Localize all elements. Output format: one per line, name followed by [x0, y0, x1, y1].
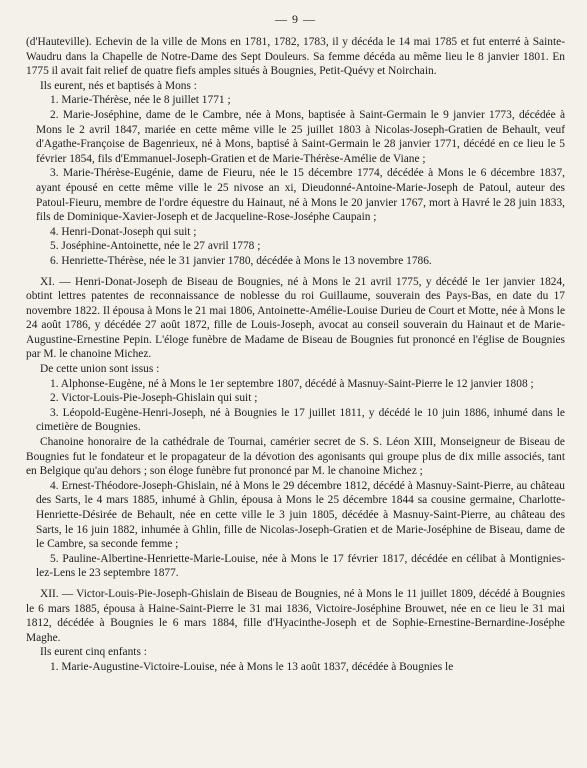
list-item: 2. Victor-Louis-Pie-Joseph-Ghislain qui suit ;	[50, 392, 258, 405]
children-intro: De cette union sont issus :	[40, 363, 160, 376]
list-item: 5. Joséphine-Antoinette, née le 27 avril 1778 ;	[50, 240, 261, 253]
list-item: 1. Marie-Augustine-Victoire-Louise, née à Mons le 13 août 1837, décédée à Bougnies le	[50, 660, 454, 673]
generation-xii-paragraph: XII. — Victor-Louis-Pie-Joseph-Ghislain de Biseau de Bougnies, né à Mons le 11 juillet 1809, décédé à Bougnies le 6 mars 1885, épousa à Haine-Saint-Pierre le 31 mai 1836, Victoire-Joséphine Brouwet, née en ce lieu le 31 mai 1812, décédée à Bougnies le 6 mars 1884, fille d'Hyacinthe-Joseph et de Sophie-Ernestine-Bernardine-Joséphe Maghe.	[26, 587, 565, 644]
children-intro: Ils eurent cinq enfants :	[40, 646, 147, 659]
list-item: 6. Henriette-Thérèse, née le 31 janvier 1780, décédée à Mons le 13 novembre 1786.	[50, 254, 432, 267]
generation-xi-paragraph: XI. — Henri-Donat-Joseph de Biseau de Bougnies, né à Mons le 21 avril 1775, y décédé le 1er janvier 1824, obtint lettres patentes de reconnaissance de noblesse du roi Guillaume, souverain des Pays-Bas, en date du 17 novembre 1822. Il épousa à Mons le 21 mai 1806, Antoinette-Amélie-Louise Durieu de Court et Motte, née à Mons le 24 août 1786, y décédée 27 août 1872, fille de Louis-Joseph, avocat au conseil souverain du Hainaut et de Marie-Augustine-Ernestine Pepin. L'éloge funèbre de Madame de Biseau de Bougnies fut prononcé en l'église de Bougnies par M. le chanoine Michez.	[26, 275, 565, 361]
list-item: 4. Ernest-Théodore-Joseph-Ghislain, né à Mons le 29 décembre 1812, décédé à Masnuy-Saint-Pierre, au château des Sarts, le 4 mars 1885, inhumé à Ghlin, épousa à Mons le 25 décembre 1844 sa cousine germaine, Charlotte-Henriette-Désirée de Behault, née en cette ville le 3 juin 1805, décédée à Masnuy-Saint-Pierre, au château des Sarts, le 16 juin 1882, inhumée à Ghlin, fille de Nicolas-Joseph-Gratien et de Marie-Joséphine de Biseau, dame de le Cambre, sa seconde femme ;	[36, 479, 565, 551]
children-intro: Ils eurent, nés et baptisés à Mons :	[40, 79, 197, 92]
list-item: 5. Pauline-Albertine-Henriette-Marie-Louise, née à Mons le 17 février 1817, décédée en célibat à Montignies-lez-Lens le 23 septembre 1877.	[36, 552, 565, 580]
list-item: 3. Marie-Thérèse-Eugénie, dame de Fieuru, née le 15 décembre 1774, décédée à Mons le 6 décembre 1837, ayant épousé en cette même ville le 25 nivose an xi, Dieudonné-Antoine-Marie-Joseph de Patoul, auteur des Patoul-Fieuru, membre de l'ordre équestre du Hainaut, né à Mons le 20 janvier 1767, mort à Havré le 28 juin 1833, fils de Dominique-Xavier-Joseph et de Jacqueline-Rose-Joséphe Caupain ;	[36, 167, 565, 224]
list-item: 4. Henri-Donat-Joseph qui suit ;	[50, 225, 197, 238]
list-item: 1. Marie-Thérèse, née le 8 juillet 1771 ;	[50, 94, 231, 107]
list-item: 3. Léopold-Eugène-Henri-Joseph, né à Bougnies le 17 juillet 1811, y décédé le 10 juin 1886, inhumé dans le cimetière de Bougnies.	[36, 406, 565, 434]
list-item: 1. Alphonse-Eugène, né à Mons le 1er septembre 1807, décédé à Masnuy-Saint-Pierre le 12 janvier 1808 ;	[50, 377, 534, 390]
list-item: 2. Marie-Joséphine, dame de le Cambre, née à Mons, baptisée à Saint-Germain le 9 janvier 1773, décédée à Mons le 2 avril 1847, mariée en cette même ville le 25 juillet 1803 à Nicolas-Joseph-Gratien de Behault, veuf d'Agathe-Françoise de Bagenrieux, né à Mons, baptisé à Saint-Germain le 28 janvier 1771, décédé en ce lieu le 5 février 1854, fils d'Emmanuel-Joseph-Gratien et de Marie-Thérèse-Amélie de Viane ;	[36, 108, 565, 165]
paragraph-hauteville: (d'Hauteville). Echevin de la ville de Mons en 1781, 1782, 1783, il y décéda le 14 mai 1785 et fut enterré à Sainte-Waudru dans la Chapelle de Notre-Dame des Sept Douleurs. Sa femme décéda au même lieu le 8 janvier 1801. En 1775 il avait fait relief de quatre fiefs amples situés à Bougnies, Petit-Quévy et Noirchain.	[26, 36, 565, 78]
chanoine-paragraph: Chanoine honoraire de la cathédrale de Tournai, camérier secret de S. S. Léon XIII, Monseigneur de Biseau de Bougnies fut le fondateur et le propagateur de la dévotion des agonisants qui groupe plus de dix mille associés, tant en Belgique qu'au dehors ; son éloge funèbre fut prononcé par M. le chanoine Michez ;	[26, 436, 565, 478]
page-number: — 9 —	[275, 12, 316, 26]
